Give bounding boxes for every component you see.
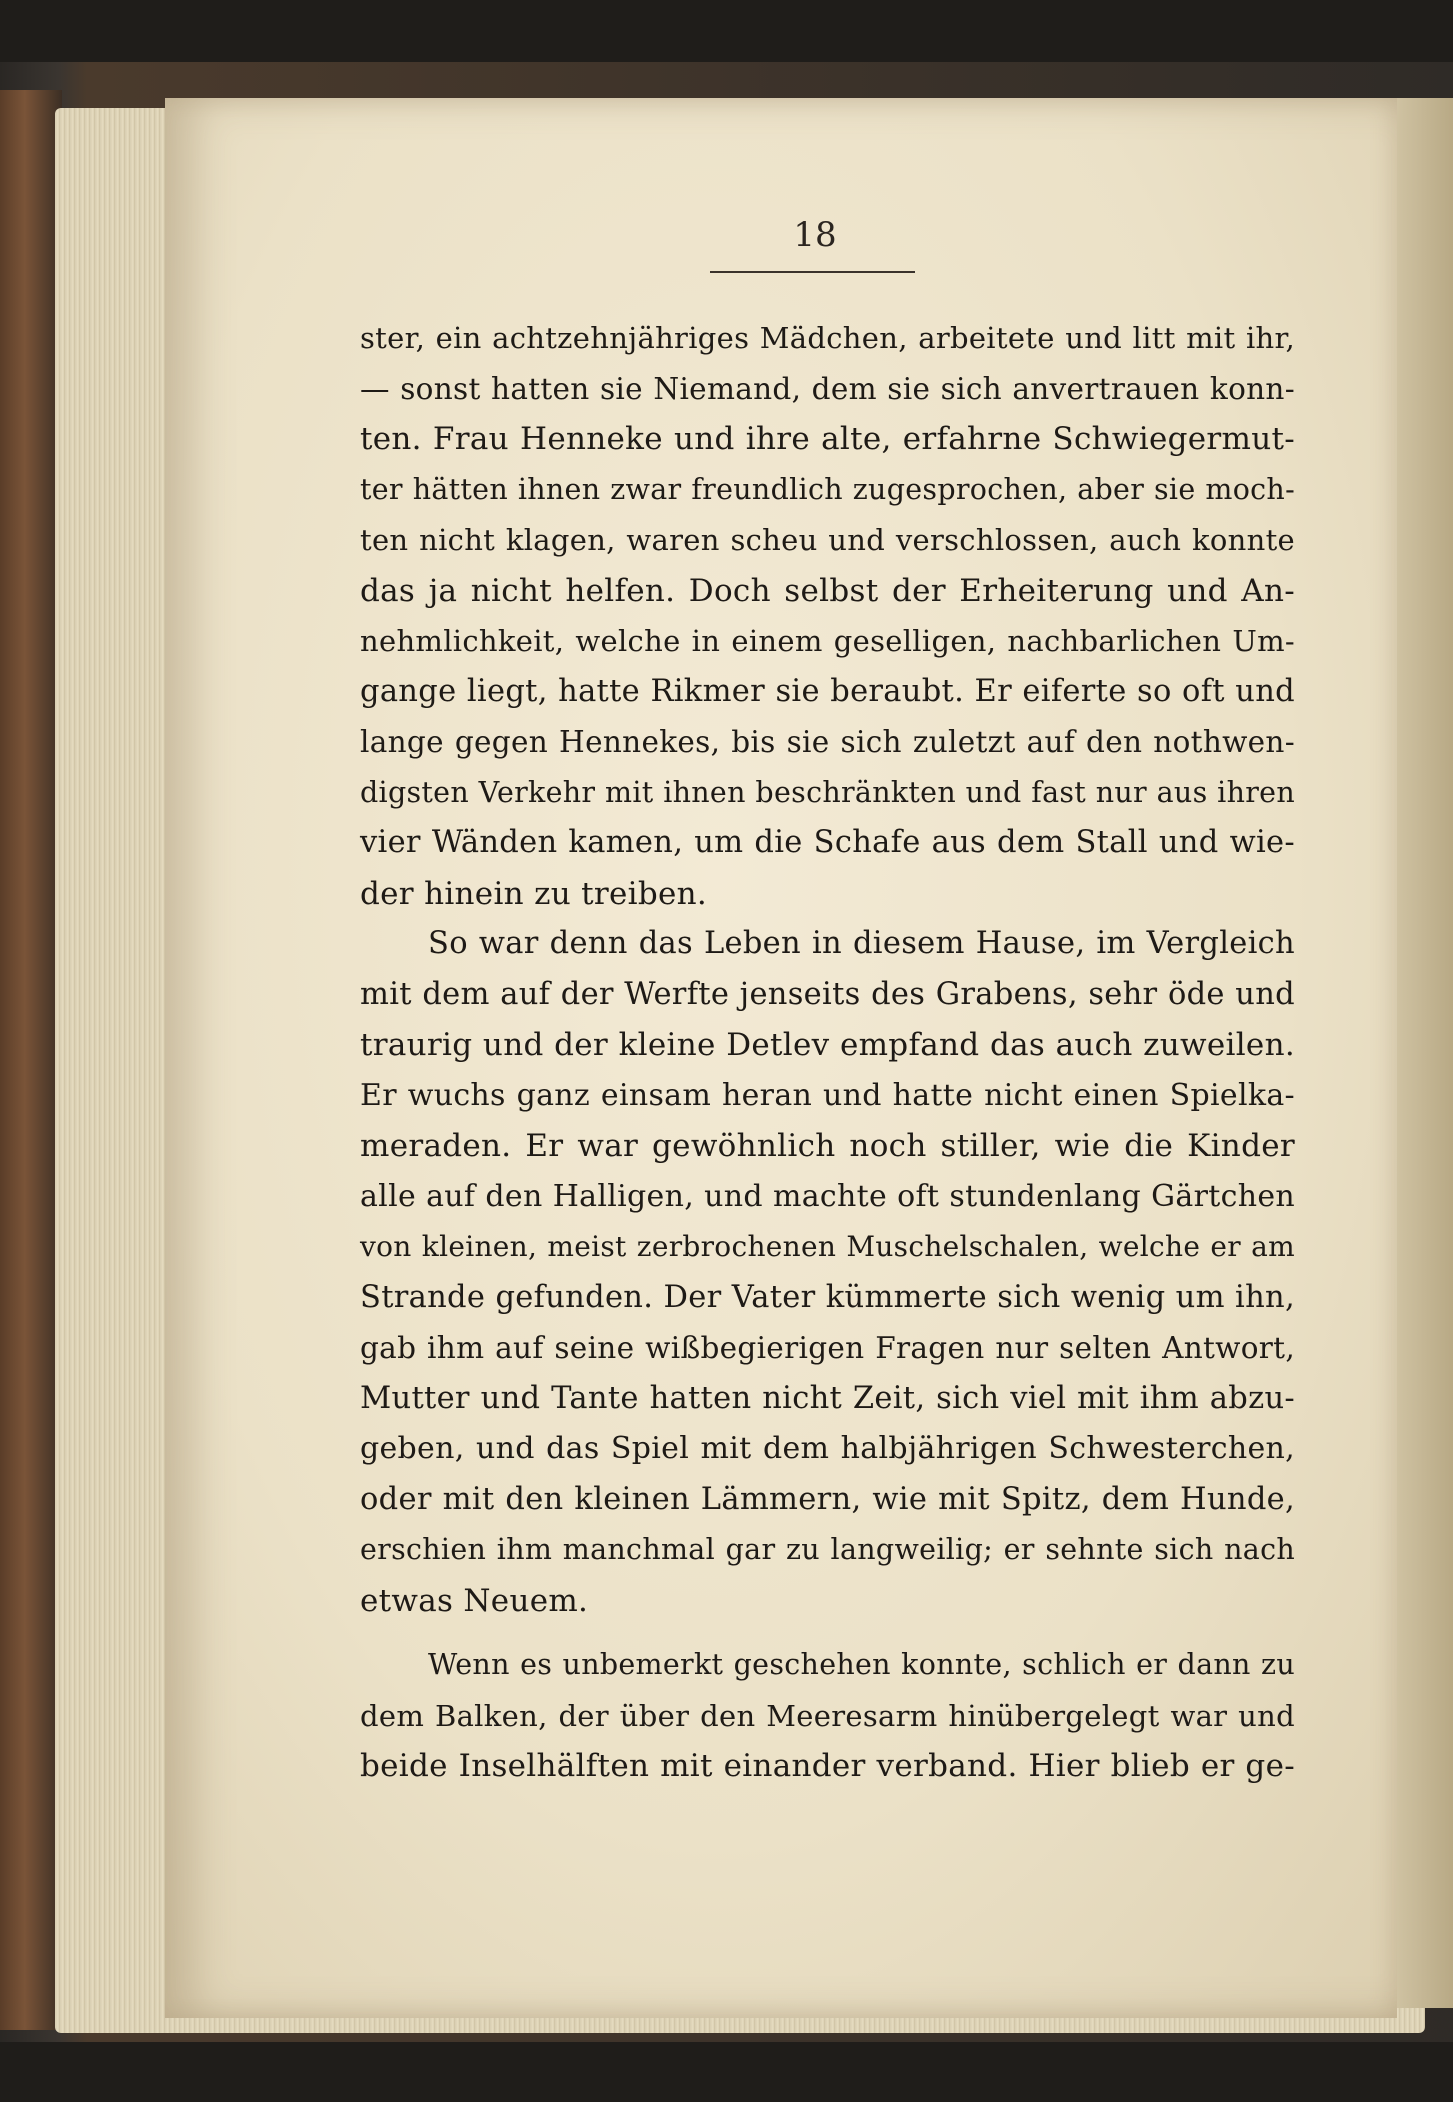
text-line: Wenn es unbemerkt geschehen konnte, schlich er dann zu: [428, 1648, 1295, 1681]
text-line: der hinein zu treiben.: [360, 875, 708, 912]
text-line: Strande gefunden. Der Vater kümmerte sich wenig um ihn,: [360, 1279, 1295, 1315]
text-line: von kleinen, meist zerbrochenen Muschelschalen, welche er am: [360, 1230, 1295, 1263]
text-line: ten. Frau Henneke und ihre alte, erfahrne Schwiegermut-: [360, 421, 1295, 457]
text-line: das ja nicht helfen. Doch selbst der Erheiterung und An-: [360, 572, 1295, 609]
text-line: meraden. Er war gewöhnlich noch stiller, wie die Kinder: [360, 1128, 1295, 1164]
text-line: vier Wänden kamen, um die Schafe aus dem Stall und wie-: [360, 825, 1295, 860]
text-line: — sonst hatten sie Niemand, dem sie sich anvertrauen konn-: [360, 371, 1295, 406]
book-spine-edge: [0, 90, 62, 2030]
text-line: beide Inselhälften mit einander verband. Hier blieb er ge-: [360, 1748, 1295, 1784]
text-line: traurig und der kleine Detlev empfand das auch zuweilen.: [360, 1027, 1295, 1063]
text-line: ster, ein achtzehnjähriges Mädchen, arbeitete und litt mit ihr,: [360, 321, 1295, 355]
text-line: gab ihm auf seine wißbegierigen Fragen nur selten Antwort,: [360, 1331, 1295, 1365]
text-line: alle auf den Halligen, und machte oft stundenlang Gärtchen: [360, 1178, 1295, 1214]
text-line: So war denn das Leben in diesem Hause, im Vergleich: [428, 926, 1295, 961]
header-rule: [710, 271, 915, 273]
text-line: dem Balken, der über den Meeresarm hinübergelegt war und: [360, 1698, 1295, 1733]
paragraph-gap: [360, 1626, 1295, 1640]
facing-page-edge: [1397, 98, 1453, 2008]
text-line: ter hätten ihnen zwar freundlich zugesprochen, aber sie moch-: [360, 472, 1295, 506]
text-line: digsten Verkehr mit ihnen beschränkten und fast nur aus ihren: [360, 775, 1295, 809]
text-line: lange gegen Hennekes, bis sie sich zuletzt auf den nothwen-: [360, 725, 1295, 759]
text-line: Mutter und Tante hatten nicht Zeit, sich viel mit ihm abzu-: [360, 1380, 1295, 1416]
text-line: mit dem auf der Werfte jenseits des Grabens, sehr öde und: [360, 976, 1295, 1012]
text-line: Er wuchs ganz einsam heran und hatte nicht einen Spielka-: [360, 1077, 1295, 1113]
body-text: [360, 313, 1295, 1792]
text-line: erschien ihm manchmal gar zu langweilig; er sehnte sich nach: [360, 1533, 1295, 1566]
text-line: geben, und das Spiel mit dem halbjährigen Schwesterchen,: [360, 1431, 1295, 1466]
text-line: nehmlichkeit, welche in einem geselligen, nachbarlichen Um-: [360, 624, 1295, 658]
text-line: gange liegt, hatte Rikmer sie beraubt. Er eiferte so oft und: [360, 673, 1295, 709]
text-line: etwas Neuem.: [360, 1582, 589, 1619]
page-number: 18: [793, 215, 837, 255]
text-line: oder mit den kleinen Lämmern, wie mit Spitz, dem Hunde,: [360, 1481, 1295, 1517]
text-line: ten nicht klagen, waren scheu und verschlossen, auch konnte: [360, 523, 1295, 557]
